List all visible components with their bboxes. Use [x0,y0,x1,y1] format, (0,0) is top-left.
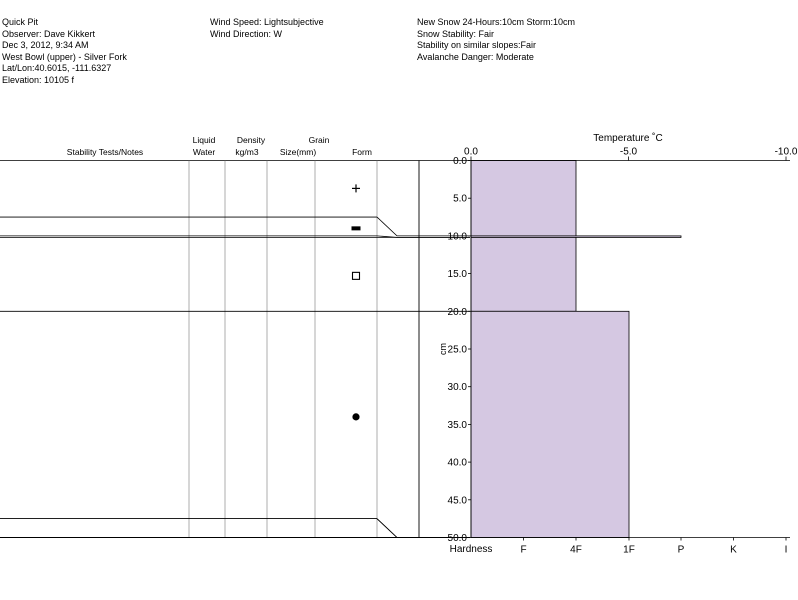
hardness-layer-bar [471,237,576,311]
snow-stability: Snow Stability: Fair [417,28,495,39]
wind-speed: Wind Speed: Lightsubjective [210,17,324,27]
depth-tick-label: 35.0 [447,419,467,431]
location: West Bowl (upper) - Silver Fork [2,51,127,62]
hardness-axis-label: Hardness [449,544,493,555]
depth-tick-label: 20.0 [447,306,467,318]
depth-tick-label: 50.0 [447,533,467,544]
melt-freeze-crust-icon [352,226,361,230]
header-liquid-line2: Water [192,147,216,157]
depth-tick-label: 0.0 [453,156,467,167]
hardness-tick-label: 1F [623,544,635,556]
faceted-crystals-icon [353,272,360,279]
header-grain-line1: Grain [308,135,330,145]
rounded-grains-icon [352,413,359,420]
temperature-tick-label: -5.0 [619,146,638,158]
temperature-axis-title: Temperature ˚C [593,133,663,144]
observation-date: Dec 3, 2012, 9:34 AM [2,40,89,51]
pit-type: Quick Pit [2,17,39,27]
depth-tick-label: 15.0 [447,269,467,281]
header-stability-tests: Stability Tests/Notes [66,147,144,157]
depth-tick-label: 10.0 [447,231,467,243]
hardness-temperature-plot [438,132,798,556]
depth-axis-label: cm [438,343,448,355]
hardness-tick-label: 4F [570,544,582,556]
header-form: Form [352,147,372,157]
observer: Observer: Dave Kikkert [2,28,96,39]
wind-direction: Wind Direction: W [210,28,283,39]
hardness-tick-label: K [730,544,737,556]
precipitation-particles-icon [352,184,360,192]
hardness-layer-bar [471,311,629,537]
hardness-layer-bar [471,161,576,236]
layer-table [0,135,470,538]
depth-tick-label: 40.0 [447,457,467,469]
avalanche-danger: Avalanche Danger: Moderate [417,51,534,62]
elevation: Elevation: 10105 f [2,74,75,85]
depth-tick-label: 5.0 [453,193,467,205]
new-snow: New Snow 24-Hours:10cm Storm:10cm [417,17,576,27]
hardness-tick-label: F [520,544,527,556]
temperature-tick-label: 0.0 [464,146,478,158]
depth-tick-label: 25.0 [447,344,467,356]
lat-lon: Lat/Lon:40.6015, -111.6327 [2,63,112,74]
header-density-line1: Density [236,135,266,145]
similar-slopes-stability: Stability on similar slopes:Fair [417,40,537,51]
temperature-tick-label: -10.0 [774,146,798,158]
header-grain-line2: Size(mm) [279,147,317,157]
hardness-tick-label: P [677,544,685,556]
header-density-line2: kg/m3 [235,147,259,157]
depth-connector-line [377,519,397,538]
hardness-tick-label: I [784,544,788,556]
depth-tick-label: 45.0 [447,495,467,507]
header-liquid-line1: Liquid [192,135,216,145]
depth-tick-label: 30.0 [447,382,467,394]
